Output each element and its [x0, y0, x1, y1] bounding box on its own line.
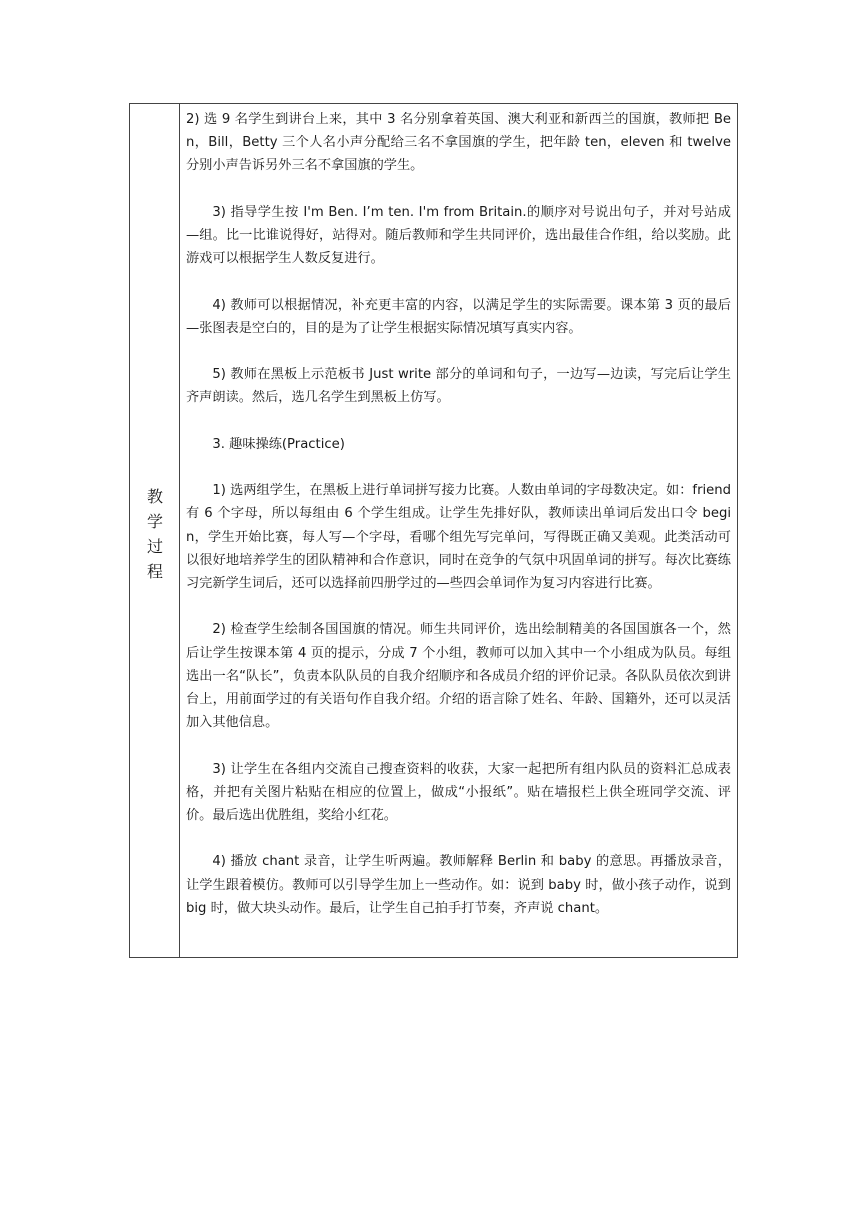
lesson-table — [129, 103, 738, 958]
section-label-char: 过 — [146, 537, 163, 556]
paragraph-practice-4: 4) 播放 chant 录音，让学生听两遍。教师解释 Berlin 和 baby 的意思。再播放录音，让学生跟着模仿。教师可以引导学生加上一些动作。如：说到 baby 时，做小孩子动作，说到 big 时，做大块头动作。最后，让学生自己拍手打节奏，齐声说 chant。 — [186, 854, 731, 916]
paragraph-step-5: 5) 教师在黑板上示范板书 Just write 部分的单词和句子，一边写—边读，写完后让学生齐声朗读。然后，选几名学生到黑板上仿写。 — [186, 367, 731, 406]
paragraph-practice-3: 3) 让学生在各组内交流自己搜查资料的收获，大家一起把所有组内队员的资料汇总成表格，并把有关图片粘贴在相应的位置上，做成“小报纸”。贴在墙报栏上供全班同学交流、评价。最后选出优胜组，奖给小红花。 — [186, 761, 731, 823]
section-label-char: 教 — [146, 487, 163, 506]
paragraph-step-3: 3) 指导学生按 I'm Ben. I’m ten. I'm from Britain.的顺序对号说出句子，并对号站成—组。比一比谁说得好，站得对。随后教师和学生共同评价，选出最佳合作组，给以奖励。此游戏可以根据学生人数反复进行。 — [186, 204, 731, 267]
section-heading-practice: 3. 趣味操练(Practice) — [212, 436, 345, 452]
section-label — [130, 484, 180, 584]
teaching-process-content — [180, 104, 737, 943]
paragraph-step-2: 2) 选 9 名学生到讲台上来，其中 3 名分别拿着英国、澳大利亚和新西兰的国旗，教师把 Ben，Bill，Betty 三个人名小声分配给三名不拿国旗的学生，把年龄 ten，eleven 和 twelve 分别小声告诉另外三名不拿国旗的学生。 — [186, 112, 731, 174]
section-label-char: 学 — [146, 512, 163, 531]
section-label-cell — [130, 104, 180, 957]
paragraph-step-4: 4) 教师可以根据情况，补充更丰富的内容，以满足学生的实际需要。课本第 3 页的最后—张图表是空白的，目的是为了让学生根据实际情况填写真实内容。 — [186, 297, 731, 336]
section-label-char: 程 — [146, 562, 163, 581]
paragraph-practice-1: 1) 选两组学生，在黑板上进行单词拼写接力比赛。人数由单词的字母数决定。如：friend 有 6 个字母，所以每组由 6 个学生组成。让学生先排好队，教师读出单词后发出口令 begin，学生开始比赛，每人写—个字母，看哪个组先写完单问，写得既正确又美观。此类活动可以很好地培养学生的团队精神和合作意识，同时在竞争的气氛中巩固单词的拼写。每次比赛练习完新学生词后，还可以选择前四册学过的—些四会单词作为复习内容进行比赛。 — [186, 483, 731, 591]
paragraph-practice-2: 2) 检查学生绘制各国国旗的情况。师生共同评价，选出绘制精美的各国国旗各一个，然后让学生按课本第 4 页的提示，分成 7 个小组，教师可以加入其中一个小组成为队员。每组选出一名“队长”，负责本队队员的自我介绍顺序和各成员介绍的评价记录。各队队员依次到讲台上，用前面学过的有关语句作自我介绍。介绍的语言除了姓名、年龄、国籍外，还可以灵活加入其他信息。 — [186, 622, 731, 731]
